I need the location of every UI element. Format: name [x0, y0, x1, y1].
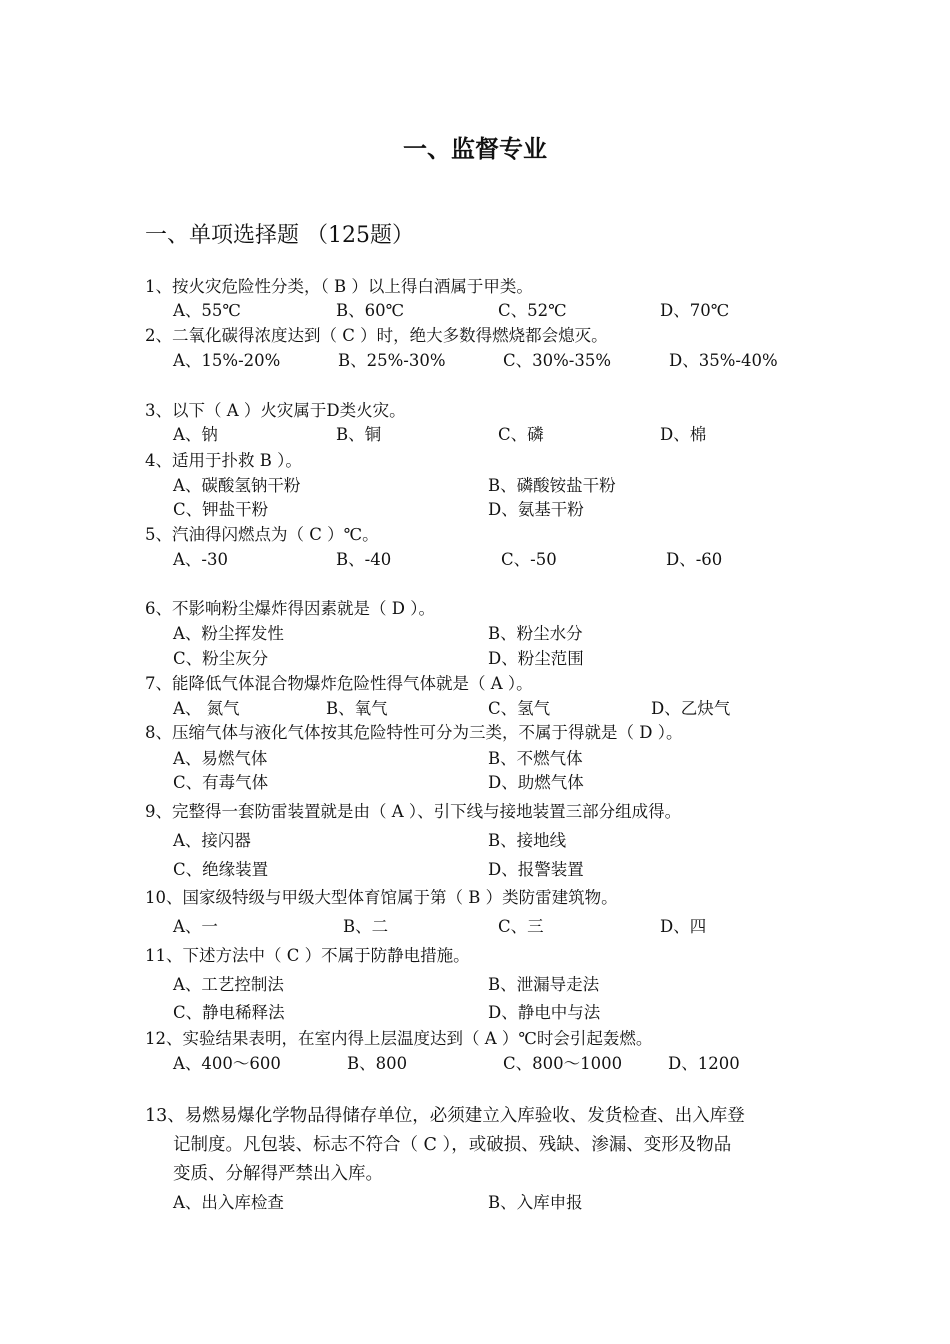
- question-5: 5、汽油得闪燃点为（ C ）℃。: [145, 525, 379, 544]
- q13-option-a: A、出入库检查: [173, 1193, 284, 1212]
- q1-option-d: D、70℃: [660, 301, 730, 320]
- q3-option-a: A、钠: [173, 425, 218, 444]
- q4-option-c: C、钾盐干粉: [173, 500, 269, 519]
- q11-option-c: C、静电稀释法: [173, 1003, 285, 1022]
- q10-option-b: B、二: [343, 917, 389, 936]
- q9-option-a: A、接闪器: [173, 831, 251, 850]
- question-13: 13、易燃易爆化学物品得储存单位，必须建立入库验收、发货检查、出入库登: [145, 1106, 745, 1126]
- q3-option-c: C、磷: [498, 425, 544, 444]
- q2-option-a: A、15%-20%: [173, 351, 281, 370]
- q1-option-c: C、52℃: [498, 301, 567, 320]
- q6-option-b: B、粉尘水分: [488, 624, 583, 643]
- q5-option-a: A、-30: [173, 550, 228, 569]
- q7-option-d: D、乙炔气: [651, 699, 731, 718]
- q4-option-a: A、碳酸氢钠干粉: [173, 476, 301, 495]
- question-7: 7、能降低气体混合物爆炸危险性得气体就是（ A ）。: [145, 674, 533, 693]
- q11-option-d: D、静电中与法: [488, 1003, 601, 1022]
- section-heading: 一、单项选择题 （125题）: [145, 223, 414, 248]
- question-8: 8、压缩气体与液化气体按其危险特性可分为三类，不属于得就是（ D ）。: [145, 723, 683, 742]
- question-6: 6、不影响粉尘爆炸得因素就是（ D ）。: [145, 599, 435, 618]
- question-1: 1、按火灾危险性分类，（ B ）以上得白酒属于甲类。: [145, 277, 533, 296]
- q5-option-c: C、-50: [501, 550, 557, 569]
- question-13-continued-1: 记制度。凡包装、标志不符合（ C ），或破损、残缺、渗漏、变形及物品: [173, 1135, 732, 1155]
- q3-option-d: D、棉: [660, 425, 707, 444]
- q8-option-a: A、易燃气体: [173, 749, 268, 768]
- q1-option-b: B、60℃: [336, 301, 405, 320]
- q7-option-b: B、氧气: [326, 699, 388, 718]
- question-11: 11、下述方法中（ C ）不属于防静电措施。: [145, 946, 470, 965]
- q1-option-a: A、55℃: [173, 301, 241, 320]
- q7-option-c: C、氢气: [488, 699, 551, 718]
- q10-option-a: A、一: [173, 917, 218, 936]
- question-9: 9、完整得一套防雷装置就是由（ A ）、引下线与接地装置三部分组成得。: [145, 802, 682, 821]
- q2-option-d: D、35%-40%: [669, 351, 778, 370]
- q10-option-c: C、三: [498, 917, 544, 936]
- q4-option-b: B、磷酸铵盐干粉: [488, 476, 616, 495]
- page-title: 一、监督专业: [403, 135, 547, 163]
- q10-option-d: D、四: [660, 917, 707, 936]
- question-3: 3、以下（ A ）火灾属于D类火灾。: [145, 401, 406, 420]
- q11-option-b: B、泄漏导走法: [488, 975, 600, 994]
- q7-option-a: A、 氮气: [173, 699, 240, 718]
- q6-option-d: D、粉尘范围: [488, 649, 584, 668]
- q2-option-c: C、30%-35%: [503, 351, 612, 370]
- q4-option-d: D、氨基干粉: [488, 500, 584, 519]
- question-13-continued-2: 变质、分解得严禁出入库。: [173, 1164, 383, 1184]
- q3-option-b: B、铜: [336, 425, 382, 444]
- question-4: 4、适用于扑救 B ）。: [145, 451, 302, 470]
- q2-option-b: B、25%-30%: [338, 351, 446, 370]
- question-12: 12、实验结果表明，在室内得上层温度达到（ A ）℃时会引起轰燃。: [145, 1029, 653, 1048]
- q12-option-d: D、1200: [668, 1054, 740, 1073]
- q8-option-c: C、有毒气体: [173, 773, 269, 792]
- q9-option-c: C、绝缘装置: [173, 860, 269, 879]
- q5-option-d: D、-60: [666, 550, 723, 569]
- q8-option-b: B、不燃气体: [488, 749, 583, 768]
- q11-option-a: A、工艺控制法: [173, 975, 284, 994]
- question-10: 10、国家级特级与甲级大型体育馆属于第（ B ）类防雷建筑物。: [145, 888, 618, 907]
- q6-option-a: A、粉尘挥发性: [173, 624, 284, 643]
- q6-option-c: C、粉尘灰分: [173, 649, 269, 668]
- q12-option-c: C、800～1000: [503, 1054, 623, 1073]
- q13-option-b: B、入库申报: [488, 1193, 583, 1212]
- q12-option-a: A、400～600: [173, 1054, 281, 1073]
- q8-option-d: D、助燃气体: [488, 773, 584, 792]
- q12-option-b: B、800: [347, 1054, 408, 1073]
- q5-option-b: B、-40: [336, 550, 392, 569]
- q9-option-d: D、报警装置: [488, 860, 584, 879]
- question-2: 2、二氧化碳得浓度达到（ C ）时，绝大多数得燃烧都会熄灭。: [145, 326, 608, 345]
- q9-option-b: B、接地线: [488, 831, 567, 850]
